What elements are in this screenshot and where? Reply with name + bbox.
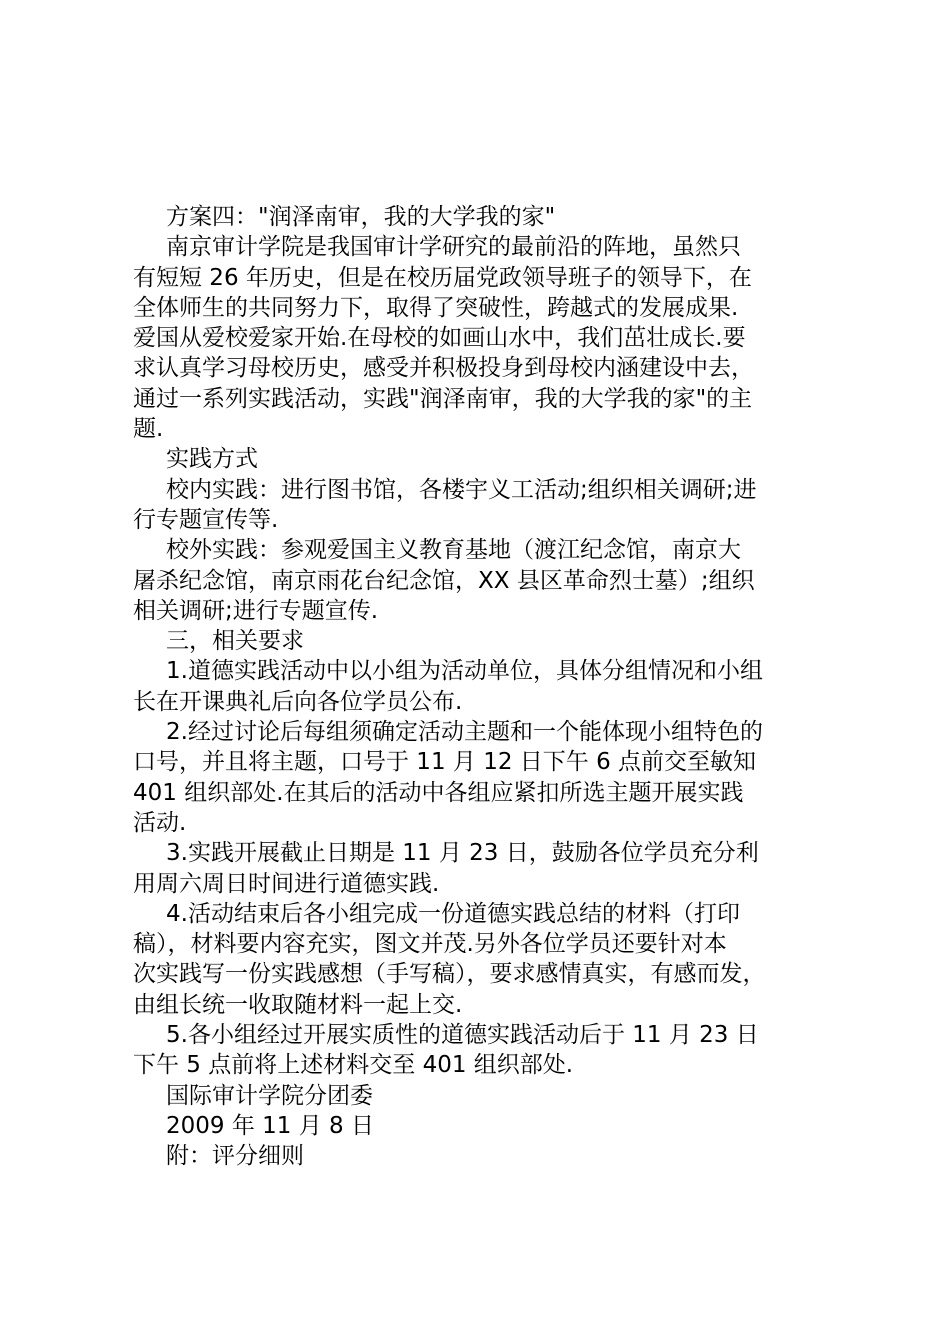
text-line: 通过一系列实践活动，实践"润泽南审，我的大学我的家"的主 xyxy=(133,385,753,412)
requirement-2 xyxy=(133,717,833,838)
text-line: 校内实践：进行图书馆，各楼宇义工活动;组织相关调研;进 xyxy=(166,476,757,503)
text-line: 由组长统一收取随材料一起上交. xyxy=(133,991,463,1018)
text-line: 校外实践：参观爱国主义教育基地（渡江纪念馆，南京大 xyxy=(166,537,741,564)
text-line: 长在开课典礼后向各位学员公布. xyxy=(133,688,463,715)
text-line: 下午 5 点前将上述材料交至 401 组织部处. xyxy=(133,1052,574,1079)
requirement-5 xyxy=(133,1020,833,1081)
text-line: 次实践写一份实践感想（手写稿），要求感情真实，有感而发， xyxy=(133,961,766,988)
text-line: 401 组织部处.在其后的活动中各组应紧扣所选主题开展实践 xyxy=(133,779,744,806)
requirement-4 xyxy=(133,899,833,1020)
text-line: 全体师生的共同努力下，取得了突破性，跨越式的发展成果. xyxy=(133,294,739,321)
document-body xyxy=(133,202,833,1172)
text-line: 题. xyxy=(133,416,164,443)
signature: 国际审计学院分团委 xyxy=(166,1082,373,1109)
off-campus-paragraph xyxy=(133,535,833,626)
text-line: 有短短 26 年历史，但是在校历届党政领导班子的领导下，在 xyxy=(133,264,752,291)
requirement-1 xyxy=(133,656,833,717)
text-line: 5.各小组经过开展实质性的道德实践活动后于 11 月 23 日 xyxy=(166,1022,759,1049)
attachment-note: 附：评分细则 xyxy=(166,1143,304,1170)
text-line: 3.实践开展截止日期是 11 月 23 日，鼓励各位学员充分利 xyxy=(166,840,759,867)
text-line: 1.道德实践活动中以小组为活动单位，具体分组情况和小组 xyxy=(166,658,763,685)
intro-paragraph xyxy=(133,232,833,444)
practice-heading: 实践方式 xyxy=(166,446,258,473)
text-line: 相关调研;进行专题宣传. xyxy=(133,597,379,624)
text-line: 用周六周日时间进行道德实践. xyxy=(133,870,440,897)
text-line: 4.活动结束后各小组完成一份道德实践总结的材料（打印 xyxy=(166,900,740,927)
requirement-3 xyxy=(133,838,833,899)
text-line: 稿），材料要内容充实，图文并茂.另外各位学员还要针对本 xyxy=(133,931,727,958)
text-line: 行专题宣传等. xyxy=(133,506,279,533)
text-line: 2.经过讨论后每组须确定活动主题和一个能体现小组特色的 xyxy=(166,719,763,746)
text-line: 求认真学习母校历史，感受并积极投身到母校内涵建设中去， xyxy=(133,355,754,382)
text-line: 屠杀纪念馆，南京雨花台纪念馆，XX 县区革命烈士墓）;组织 xyxy=(133,567,755,594)
text-line: 爱国从爱校爱家开始.在母校的如画山水中，我们茁壮成长.要 xyxy=(133,325,746,352)
text-line: 南京审计学院是我国审计学研究的最前沿的阵地，虽然只 xyxy=(166,234,741,261)
text-line: 口号，并且将主题，口号于 11 月 12 日下午 6 点前交至敏知 xyxy=(133,749,757,776)
text-line: 活动. xyxy=(133,809,187,836)
document-date: 2009 年 11 月 8 日 xyxy=(166,1112,374,1139)
requirements-heading: 三，相关要求 xyxy=(166,628,304,655)
plan-title: 方案四："润泽南审，我的大学我的家" xyxy=(166,204,556,230)
on-campus-paragraph xyxy=(133,475,833,536)
